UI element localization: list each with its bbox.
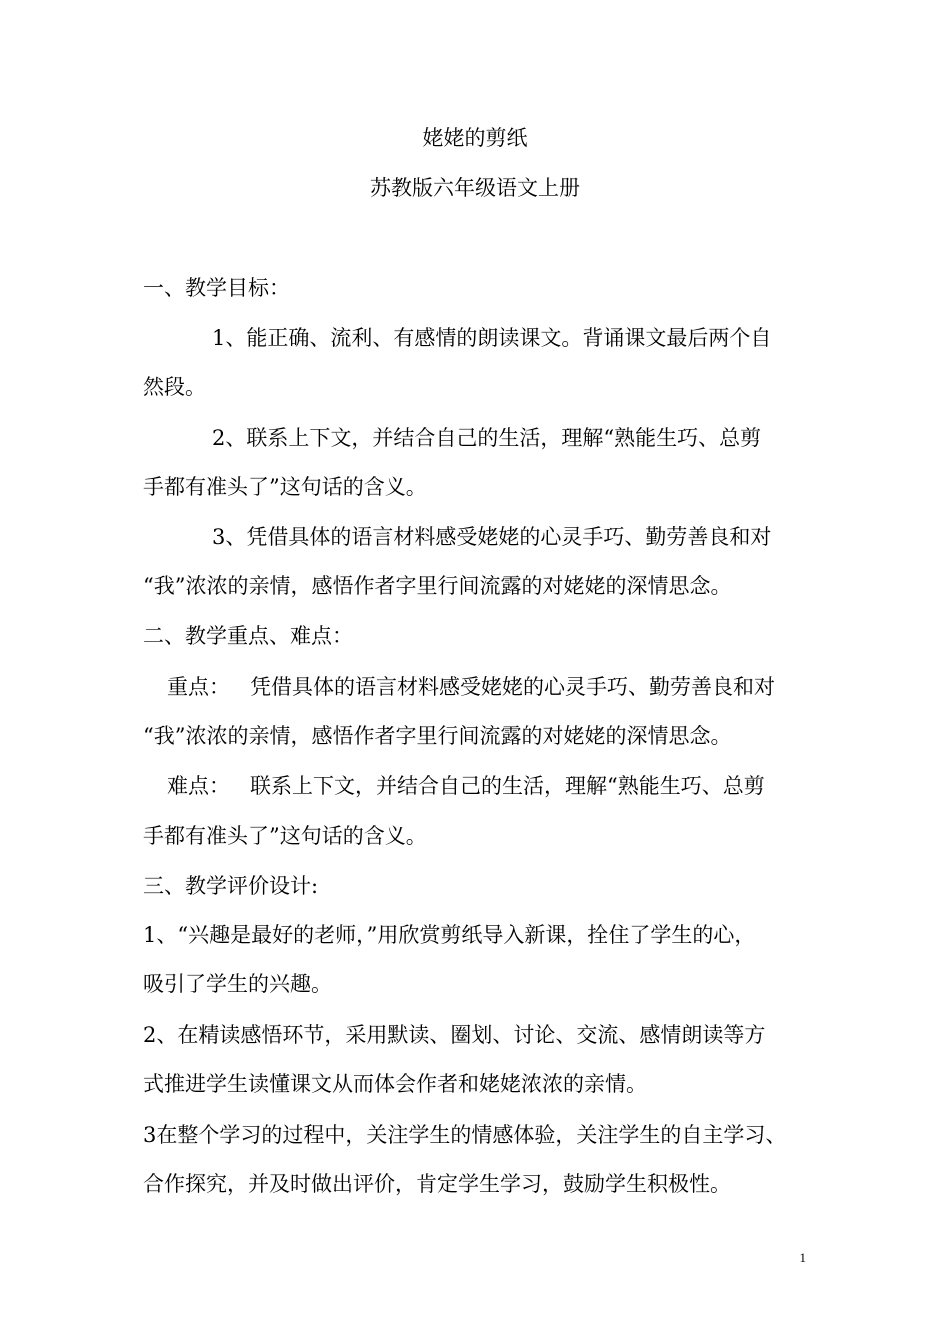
evaluation-3-line-2: 合作探究，并及时做出评价，肯定学生学习，鼓励学生积极性。 [143,1172,731,1196]
evaluation-2-line-1: 2、在精读感悟环节，采用默读、圈划、讨论、交流、感情朗读等方 [143,1023,766,1047]
evaluation-1-line-1: 1、“兴趣是最好的老师，”用欣赏剪纸导入新课，拴住了学生的心， [143,923,756,947]
evaluation-3-line-1: 3在整个学习的过程中，关注学生的情感体验，关注学生的自主学习、 [143,1123,787,1147]
key-point-line-2: “我”浓浓的亲情，感悟作者字里行间流露的对姥姥的深情思念。 [143,724,732,748]
section-heading-evaluation: 三、教学评价设计: [143,874,319,898]
key-point-line-1: 重点： 凭借具体的语言材料感受姥姥的心灵手巧、勤劳善良和对 [167,675,776,699]
difficult-point-line-2: 手都有准头了”这句话的含义。 [143,824,427,848]
goal-3-line-1: 3、凭借具体的语言材料感受姥姥的心灵手巧、勤劳善良和对 [212,525,772,549]
goal-2-line-1: 2、联系上下文，并结合自己的生活，理解“熟能生巧、总剪 [212,426,762,450]
goal-1-line-2: 然段。 [143,375,206,399]
section-heading-key-points: 二、教学重点、难点： [143,624,353,648]
document-title: 姥姥的剪纸 [422,126,528,150]
document-subtitle: 苏教版六年级语文上册 [370,176,580,200]
goal-2-line-2: 手都有准头了”这句话的含义。 [143,475,427,499]
section-heading-goals: 一、教学目标： [143,276,290,300]
difficult-point-line-1: 难点： 联系上下文，并结合自己的生活，理解“熟能生巧、总剪 [167,774,765,798]
goal-3-line-2: “我”浓浓的亲情，感悟作者字里行间流露的对姥姥的深情思念。 [143,574,732,598]
page-number: 1 [799,1250,806,1265]
goal-1-line-1: 1、能正确、流利、有感情的朗读课文。背诵课文最后两个自 [212,326,772,350]
evaluation-2-line-2: 式推进学生读懂课文从而体会作者和姥姥浓浓的亲情。 [143,1072,647,1096]
evaluation-1-line-2: 吸引了学生的兴趣。 [143,972,332,996]
